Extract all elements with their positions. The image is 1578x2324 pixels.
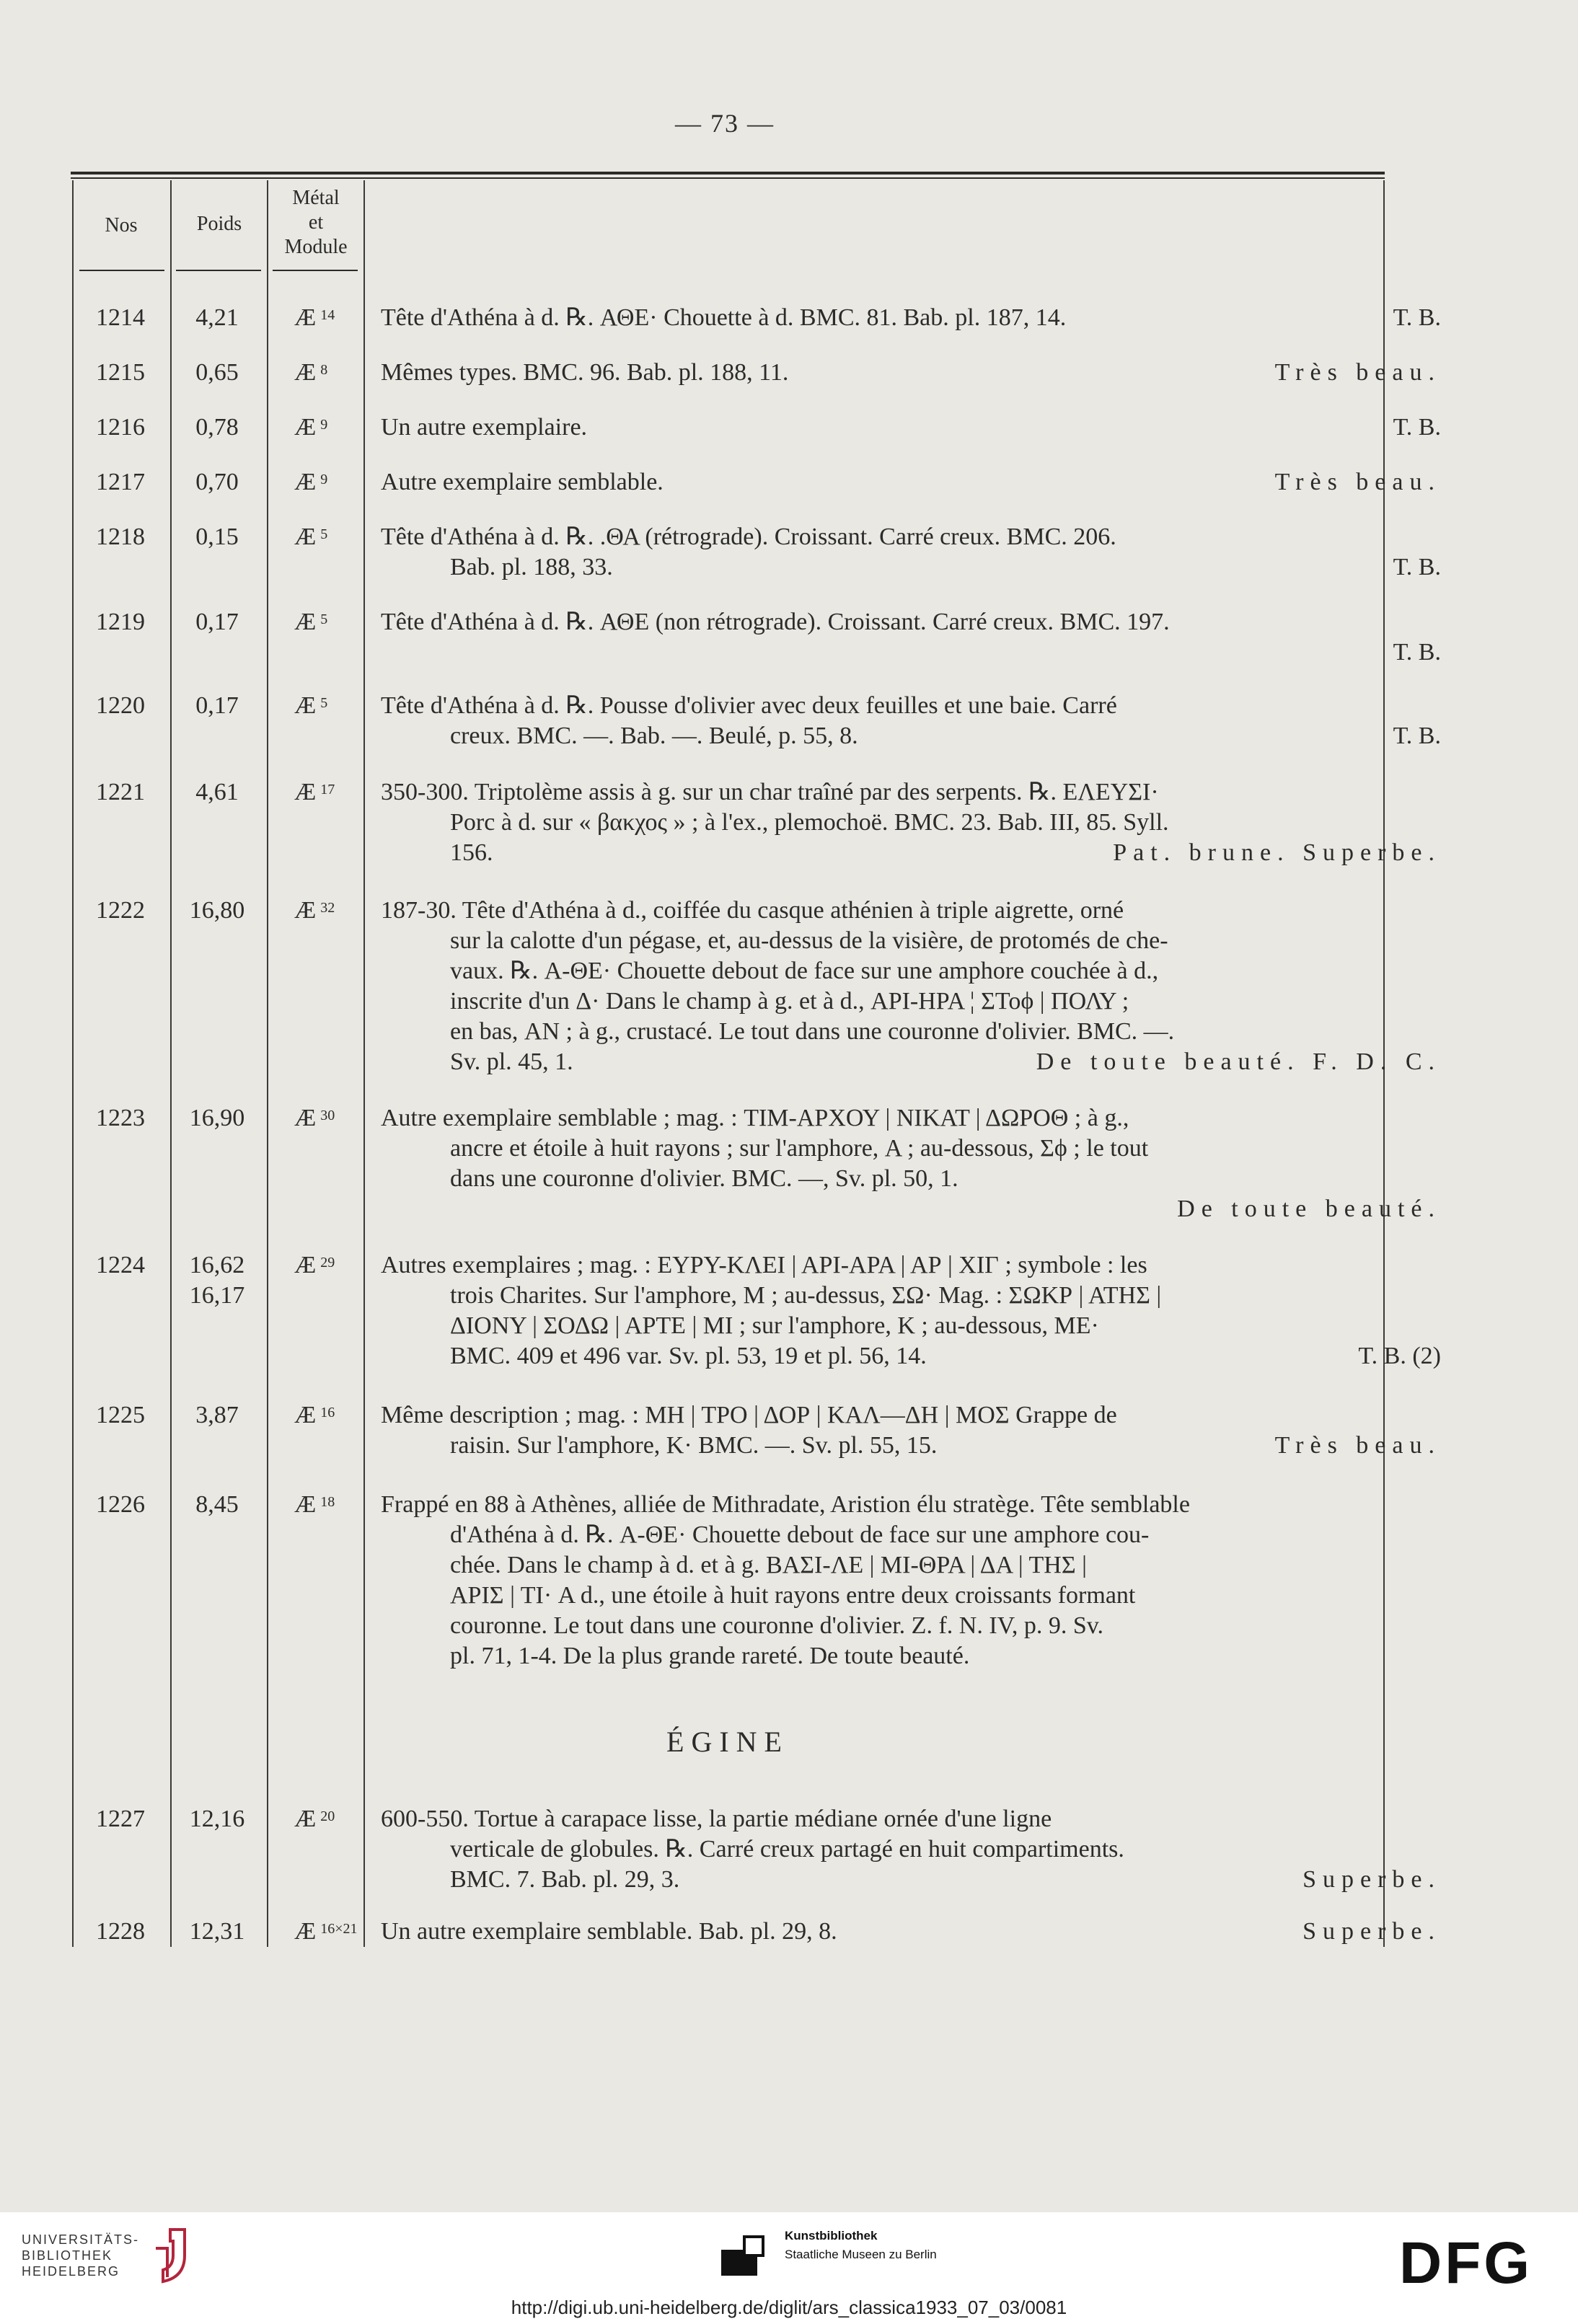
description-line <box>381 1804 1441 1834</box>
description-line <box>381 896 1441 926</box>
description-text: ΑΡΙΣ | ΤΙ· A d., une étoile à huit rayons entre deux croissants formant <box>450 1582 1136 1609</box>
entry-weight <box>170 896 264 926</box>
entry-metal <box>267 607 361 637</box>
entry-weight <box>170 691 264 721</box>
entry-metal <box>267 467 361 498</box>
top-rule <box>71 172 1385 174</box>
description-line <box>381 808 1441 838</box>
metal-symbol: Æ <box>294 1806 317 1832</box>
description-text: verticale de globules. ℞. Carré creux partagé en huit compartiments. <box>450 1836 1124 1863</box>
description-text: couronne. Le tout dans une couronne d'olivier. Z. f. N. IV, p. 9. Sv. <box>450 1612 1104 1639</box>
header-et: et <box>308 211 324 234</box>
entry-weight <box>170 467 264 498</box>
metal-symbol: Æ <box>294 1402 317 1428</box>
description-text: BMC. 409 et 496 var. Sv. pl. 53, 19 et pl. 56, 14. <box>450 1343 927 1369</box>
module-size: 16×21 <box>320 1921 358 1937</box>
entry-description <box>381 896 1441 1077</box>
entry-number: 1216 <box>96 414 145 441</box>
header-underline-metal <box>273 270 358 271</box>
entry-number: 1214 <box>96 304 145 331</box>
module-size: 30 <box>320 1108 335 1123</box>
description-text: en bas, ΑΝ ; à g., crustacé. Le tout dans une couronne d'olivier. BMC. —. <box>450 1018 1175 1045</box>
module-size: 16 <box>320 1405 335 1421</box>
header-module: Module <box>284 236 348 258</box>
kb-subtitle: Staatliche Museen zu Berlin <box>785 2248 937 2261</box>
weight-value: 16,90 <box>189 1105 245 1131</box>
section-title-egine: ÉGINE <box>666 1726 789 1758</box>
grade-label: Pat. brune. Superbe. <box>1113 839 1441 866</box>
entry-number: 1223 <box>96 1105 145 1131</box>
entry-weight <box>170 412 264 443</box>
metal-symbol: Æ <box>294 523 317 550</box>
entry-metal <box>267 777 361 808</box>
module-size: 5 <box>320 611 328 627</box>
column-line-nos <box>170 180 172 1947</box>
uni-logo-line: HEIDELBERG <box>22 2264 120 2279</box>
metal-symbol: Æ <box>294 692 317 719</box>
description-line <box>381 1611 1441 1641</box>
description-text: raisin. Sur l'amphore, Κ· BMC. —. Sv. pl. 55, 15. <box>450 1432 938 1459</box>
column-line-metal <box>363 180 365 1947</box>
grade-label: De toute beauté. <box>1177 1196 1441 1222</box>
description-line <box>381 1281 1441 1311</box>
description-text: Tête d'Athéna à d. ℞. Pousse d'olivier avec deux feuilles et une baie. Carré <box>381 692 1117 719</box>
entry-description <box>381 1917 1441 1947</box>
description-text: dans une couronne d'olivier. BMC. —, Sv. pl. 50, 1. <box>450 1165 958 1192</box>
description-line <box>381 926 1441 956</box>
description-line <box>381 1103 1441 1134</box>
entry-weight <box>170 358 264 388</box>
entry-weight <box>170 1804 264 1834</box>
entry-description <box>381 1804 1441 1895</box>
entry-weight <box>170 1400 264 1431</box>
entry-number: 1217 <box>96 469 145 495</box>
metal-symbol: Æ <box>294 609 317 635</box>
grade-label: Très beau. <box>1274 1432 1441 1459</box>
entry-number: 1224 <box>96 1252 145 1278</box>
entry-metal <box>267 1917 361 1947</box>
entry-number: 1218 <box>96 523 145 550</box>
source-url-link[interactable]: http://digi.ub.uni-heidelberg.de/diglit/ars_classica1933_07_03/0081 <box>511 2297 1067 2318</box>
description-line <box>381 1400 1441 1431</box>
metal-symbol: Æ <box>294 304 317 331</box>
header-metal: Métal <box>292 187 340 209</box>
metal-symbol: Æ <box>294 1491 317 1518</box>
description-text: vaux. ℞. Α-ΘΕ· Chouette debout de face sur une amphore couchée à d., <box>450 958 1159 984</box>
uni-logo-line: UNIVERSITÄTS- <box>22 2232 140 2247</box>
entry-number: 1225 <box>96 1402 145 1428</box>
description-text: 350-300. Triptolème assis à g. sur un char traîné par des serpents. ℞. ΕΛΕΥΣΙ· <box>381 779 1159 805</box>
dfg-logo[interactable]: DFG <box>1399 2230 1533 2296</box>
description-text: 187-30. Tête d'Athéna à d., coiffée du casque athénien à triple aigrette, orné <box>381 897 1124 924</box>
kunstbibliothek-logo-icon <box>721 2235 767 2276</box>
description-line <box>381 1834 1441 1865</box>
grade-label: Superbe. <box>1302 1866 1441 1893</box>
entry-metal <box>267 522 361 552</box>
description-line <box>381 1341 1441 1371</box>
description-text: Un autre exemplaire semblable. Bab. pl. 29, 8. <box>381 1918 837 1945</box>
grade-label: T. B. (2) <box>1358 1343 1441 1369</box>
description-text: sur la calotte d'un pégase, et, au-dessus de la visière, de protomés de che- <box>450 927 1168 954</box>
weight-value: 3,87 <box>195 1402 239 1428</box>
weight-value: 0,70 <box>195 469 239 495</box>
grade-label: T. B. <box>1393 639 1441 666</box>
description-line <box>381 637 1441 668</box>
module-size: 20 <box>320 1808 335 1824</box>
module-size: 32 <box>320 900 335 916</box>
description-line <box>381 552 1441 583</box>
entry-number: 1219 <box>96 609 145 635</box>
weight-value: 0,15 <box>195 523 239 550</box>
module-size: 5 <box>320 526 328 542</box>
description-line <box>381 1250 1441 1281</box>
description-text: Porc à d. sur « βακχος » ; à l'ex., plemochoë. BMC. 23. Bab. III, 85. Syll. <box>450 809 1169 836</box>
header-metal-module <box>268 186 363 260</box>
module-size: 18 <box>320 1494 335 1510</box>
weight-value: 16,62 <box>189 1252 245 1278</box>
entry-metal <box>267 1400 361 1431</box>
entry-metal <box>267 1103 361 1134</box>
header-underline-poids <box>176 270 261 271</box>
weight-value: 4,21 <box>195 304 239 331</box>
uni-logo-mark-icon <box>141 2227 189 2284</box>
weight-value: 0,78 <box>195 414 239 441</box>
description-line <box>381 522 1441 552</box>
description-text: inscrite d'un Δ· Dans le champ à g. et à d., ΑΡΙ-ΗΡΑ ¦ ΣΤοϕ | ΠΟΛΥ ; <box>450 988 1129 1015</box>
entry-metal <box>267 1804 361 1834</box>
description-text: d'Athéna à d. ℞. Α-ΘΕ· Chouette debout de face sur une amphore cou- <box>450 1521 1150 1548</box>
description-line <box>381 1520 1441 1550</box>
kb-title: Kunstbibliothek <box>785 2229 878 2243</box>
entry-description <box>381 777 1441 868</box>
description-text: Bab. pl. 188, 33. <box>450 554 613 580</box>
entry-description <box>381 1103 1441 1224</box>
metal-symbol: Æ <box>294 1252 317 1278</box>
grade-label: Superbe. <box>1302 1918 1441 1945</box>
description-line <box>381 721 1441 751</box>
entry-metal <box>267 1490 361 1520</box>
grade-label: T. B. <box>1393 304 1441 331</box>
metal-symbol: Æ <box>294 1105 317 1131</box>
entry-weight <box>170 777 264 808</box>
description-line <box>381 691 1441 721</box>
entry-weight <box>170 522 264 552</box>
description-line <box>381 1431 1441 1461</box>
description-line <box>381 1164 1441 1194</box>
entry-weight <box>170 1103 264 1134</box>
description-text: ΔΙΟΝΥ | ΣΟΔΩ | ΑΡΤΕ | ΜΙ ; sur l'amphore, Κ ; au-dessous, ΜΕ· <box>450 1312 1099 1339</box>
metal-symbol: Æ <box>294 897 317 924</box>
description-text: chée. Dans le champ à d. et à g. ΒΑΣΙ-ΛΕ | ΜΙ-ΘΡΑ | ΔΑ | ΤΗΣ | <box>450 1552 1087 1578</box>
module-size: 9 <box>320 472 328 487</box>
uni-heidelberg-logo[interactable] <box>22 2232 139 2279</box>
module-size: 9 <box>320 417 328 433</box>
description-text: trois Charites. Sur l'amphore, Μ ; au-dessus, ΣΩ· Mag. : ΣΩΚΡ | ΑΤΗΣ | <box>450 1282 1162 1309</box>
entry-metal <box>267 358 361 388</box>
description-text: Tête d'Athéna à d. ℞. ΑΘΕ (non rétrograde). Croissant. Carré creux. BMC. 197. <box>381 609 1170 635</box>
description-line <box>381 1047 1441 1077</box>
grade-label: De toute beauté. F. D. C. <box>1036 1048 1441 1075</box>
description-text: Autre exemplaire semblable ; mag. : ΤΙΜ-ΑΡΧΟΥ | ΝΙΚΑΤ | ΔΩΡΟΘ ; à g., <box>381 1105 1129 1131</box>
entry-number: 1221 <box>96 779 145 805</box>
entry-metal <box>267 1250 361 1281</box>
kunstbibliothek-logo[interactable] <box>785 2227 937 2264</box>
header-underline-nos <box>79 270 164 271</box>
entry-description <box>381 1400 1441 1461</box>
entry-description <box>381 691 1441 751</box>
entry-number: 1227 <box>96 1806 145 1832</box>
description-text: Tête d'Athéna à d. ℞. .ΘΑ (rétrograde). Croissant. Carré creux. BMC. 206. <box>381 523 1116 550</box>
weight-value: 16,80 <box>189 897 245 924</box>
entry-weight <box>170 1250 264 1311</box>
entry-weight <box>170 1917 264 1947</box>
module-size: 17 <box>320 782 335 798</box>
header-nos: Nos <box>105 214 138 237</box>
entry-number: 1228 <box>96 1918 145 1945</box>
metal-symbol: Æ <box>294 414 317 441</box>
entry-number: 1220 <box>96 692 145 719</box>
module-size: 5 <box>320 695 328 711</box>
description-line <box>381 777 1441 808</box>
entry-number: 1215 <box>96 359 145 386</box>
metal-symbol: Æ <box>294 779 317 805</box>
entry-metal <box>267 412 361 443</box>
metal-symbol: Æ <box>294 469 317 495</box>
entry-description <box>381 467 1441 498</box>
weight-value: 0,17 <box>195 609 239 635</box>
header-poids: Poids <box>196 213 242 235</box>
grade-label: Très beau. <box>1274 359 1441 386</box>
description-line <box>381 1865 1441 1895</box>
uni-logo-line: BIBLIOTHEK <box>22 2248 113 2263</box>
description-text: creux. BMC. —. Bab. —. Beulé, p. 55, 8. <box>450 723 858 749</box>
description-text: Autres exemplaires ; mag. : ΕΥΡΥ-ΚΛΕΙ | ΑΡΙ-ΑΡΑ | ΑΡ | ΧΙΓ ; symbole : les <box>381 1252 1147 1278</box>
entry-number: 1226 <box>96 1491 145 1518</box>
description-text: ancre et étoile à huit rayons ; sur l'amphore, Α ; au-dessous, Σϕ ; le tout <box>450 1135 1149 1162</box>
description-line <box>381 1194 1441 1224</box>
weight-value: 4,61 <box>195 779 239 805</box>
description-line <box>381 607 1441 637</box>
description-line <box>381 986 1441 1017</box>
grade-label: T. B. <box>1393 414 1441 441</box>
description-line <box>381 1917 1441 1947</box>
entry-metal <box>267 303 361 333</box>
entry-description <box>381 1490 1441 1671</box>
entry-metal <box>267 896 361 926</box>
entry-description <box>381 412 1441 443</box>
column-line-poids <box>267 180 268 1947</box>
entry-description <box>381 1250 1441 1371</box>
grade-label: T. B. <box>1393 723 1441 749</box>
weight-value: 12,31 <box>189 1918 245 1945</box>
description-line <box>381 1550 1441 1581</box>
entry-weight <box>170 1490 264 1520</box>
module-size: 8 <box>320 362 328 378</box>
entry-weight <box>170 607 264 637</box>
description-line <box>381 412 1441 443</box>
description-line <box>381 1490 1441 1520</box>
description-line <box>381 358 1441 388</box>
description-line <box>381 1641 1441 1671</box>
description-text: Frappé en 88 à Athènes, alliée de Mithradate, Aristion élu stratège. Tête semblable <box>381 1491 1190 1518</box>
weight-value: 12,16 <box>189 1806 245 1832</box>
description-line <box>381 467 1441 498</box>
weight-value: 0,17 <box>195 692 239 719</box>
column-line-left <box>72 180 74 1947</box>
description-text: Autre exemplaire semblable. <box>381 469 664 495</box>
weight-value-2: 16,17 <box>189 1282 245 1309</box>
entry-number: 1222 <box>96 897 145 924</box>
top-rule-thin <box>71 177 1385 179</box>
entry-description <box>381 607 1441 668</box>
description-text: 600-550. Tortue à carapace lisse, la partie médiane ornée d'une ligne <box>381 1806 1052 1832</box>
description-line <box>381 303 1441 333</box>
metal-symbol: Æ <box>294 1918 317 1945</box>
description-text: Mêmes types. BMC. 96. Bab. pl. 188, 11. <box>381 359 789 386</box>
description-line <box>381 1017 1441 1047</box>
description-text: BMC. 7. Bab. pl. 29, 3. <box>450 1866 680 1893</box>
description-line <box>381 956 1441 986</box>
grade-label: T. B. <box>1393 554 1441 580</box>
module-size: 29 <box>320 1255 335 1271</box>
page-number: — 73 — <box>675 109 775 138</box>
description-line <box>381 1581 1441 1611</box>
entry-weight <box>170 303 264 333</box>
weight-value: 0,65 <box>195 359 239 386</box>
entry-description <box>381 303 1441 333</box>
description-text: Un autre exemplaire. <box>381 414 588 441</box>
description-line <box>381 1134 1441 1164</box>
metal-symbol: Æ <box>294 359 317 386</box>
weight-value: 8,45 <box>195 1491 239 1518</box>
entry-metal <box>267 691 361 721</box>
description-text: 156. <box>450 839 493 866</box>
description-line <box>381 1311 1441 1341</box>
description-text: Sv. pl. 45, 1. <box>450 1048 573 1075</box>
description-text: Même description ; mag. : ΜΗ | ΤΡΟ | ΔΟΡ | ΚΑΛ—ΔΗ | ΜΟΣ Grappe de <box>381 1402 1117 1428</box>
grade-label: Très beau. <box>1274 469 1441 495</box>
description-line <box>381 838 1441 868</box>
description-text: pl. 71, 1-4. De la plus grande rareté. De toute beauté. <box>450 1643 970 1669</box>
entry-description <box>381 358 1441 388</box>
entry-description <box>381 522 1441 583</box>
module-size: 14 <box>320 307 335 323</box>
description-text: Tête d'Athéna à d. ℞. ΑΘΕ· Chouette à d. BMC. 81. Bab. pl. 187, 14. <box>381 304 1067 331</box>
